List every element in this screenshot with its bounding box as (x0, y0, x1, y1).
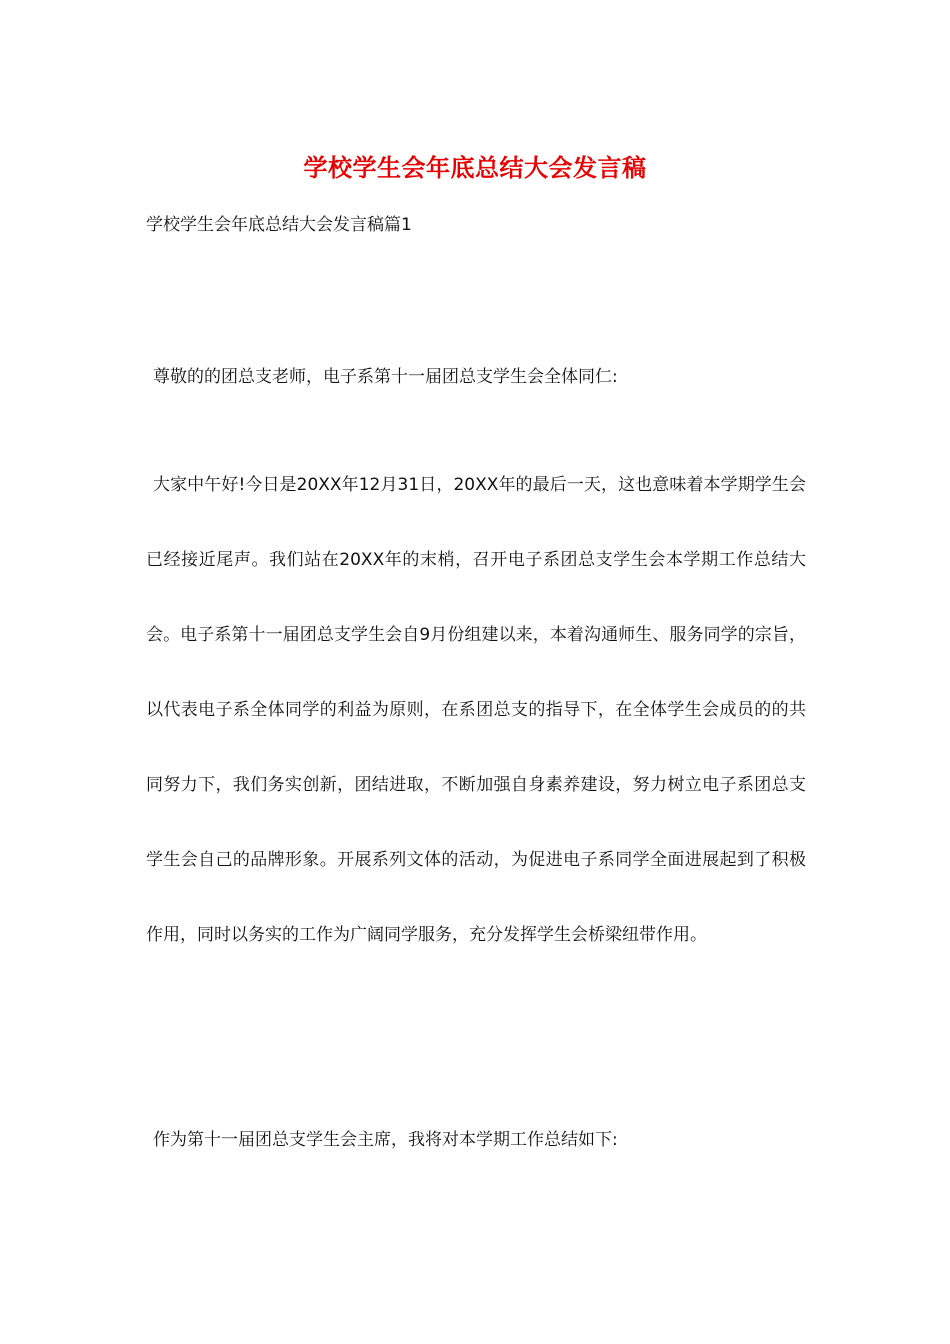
body-paragraph: 大家中午好!今日是20XX年12月31日，20XX年的最后一天，这也意味着本学期学生会已经接近尾声。我们站在20XX年的末梢，召开电子系团总支学生会本学期工作总结大会。电子系第十一届团总支学生会自9月份组建以来，本着沟通师生、服务同学的宗旨，以代表电子系全体同学的利益为原则，在系团总支的指导下，在全体学生会成员的的共同努力下，我们务实创新，团结进取，不断加强自身素养建设，努力树立电子系团总支学生会自己的品牌形象。开展系列文体的活动，为促进电子系同学全面进展起到了积极作用，同时以务实的工作为广阔同学服务，充分发挥学生会桥梁纽带作用。 (146, 475, 806, 945)
salutation-paragraph: 尊敬的的团总支老师，电子系第十一届团总支学生会全体同仁: (153, 367, 618, 387)
document-title: 学校学生会年底总结大会发言稿 (303, 153, 647, 182)
document-subtitle: 学校学生会年底总结大会发言稿篇1 (146, 215, 412, 235)
intro-paragraph: 作为第十一届团总支学生会主席，我将对本学期工作总结如下: (153, 1130, 618, 1150)
